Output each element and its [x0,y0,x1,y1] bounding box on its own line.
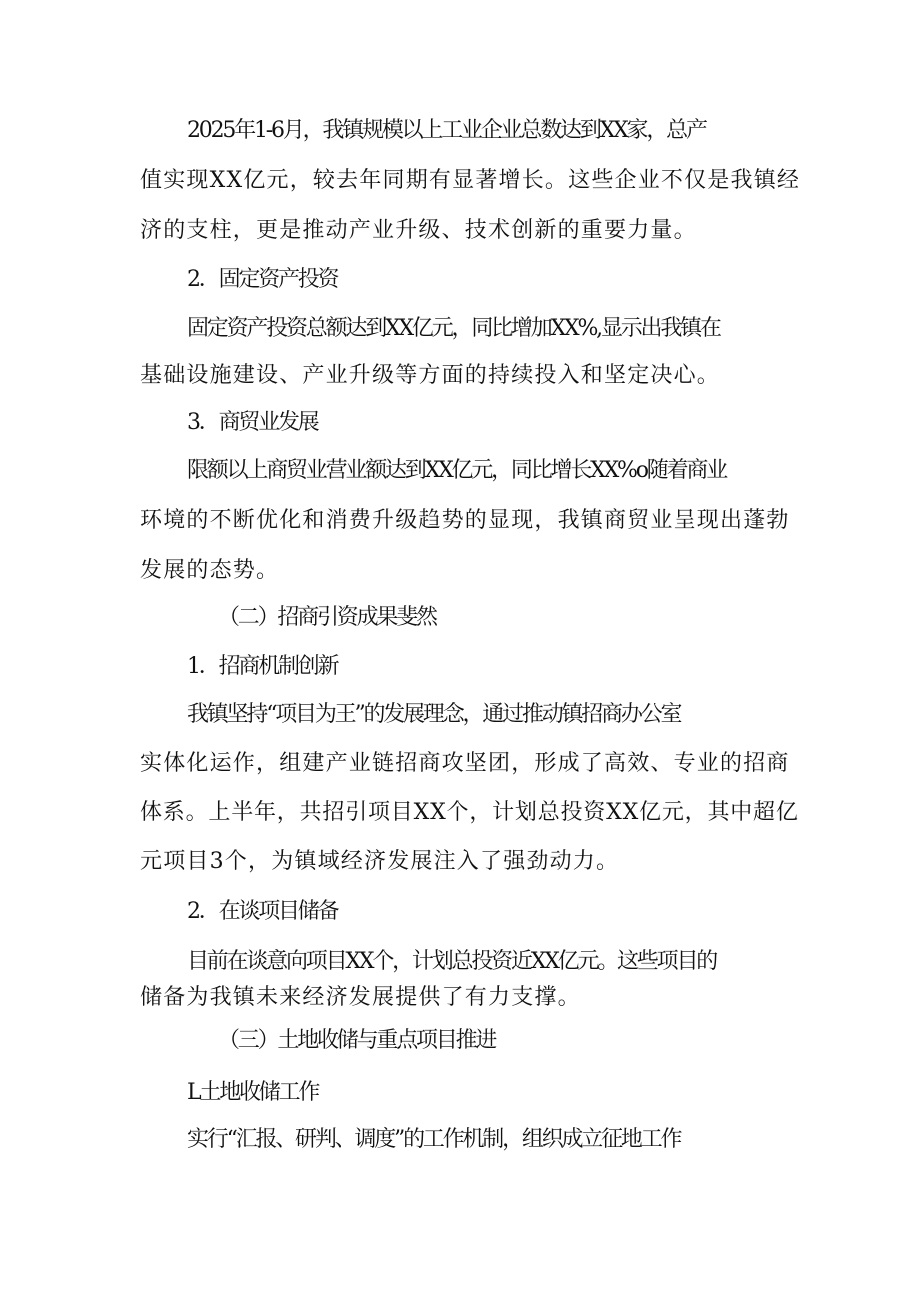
chapter-heading: （三）土地收储与重点项目推进 [218,1028,496,1053]
text-line: 储备为我镇未来经济发展提供了有力支撑。 [140,985,581,1010]
text-line: 固定资产投资总额达到XX亿元，同比增加XX%,显示出我镇在 [187,316,720,341]
text-line: 2025年1-6月，我镇规模以上工业企业总数达到XX家，总产 [187,118,706,143]
chapter-heading: （二）招商引资成果斐然 [218,605,436,630]
text-line: 环境的不断优化和消费升级趋势的显现，我镇商贸业呈现出蓬勃 [140,508,790,533]
text-line: 值实现XX亿元，较去年同期有显著增长。这些企业不仅是我镇经 [140,168,801,193]
text-line: 基础设施建设、产业升级等方面的持续投入和坚定决心。 [140,363,721,388]
section-heading: 2．固定资产投资 [187,267,338,292]
text-line: 发展的态势。 [140,558,280,583]
text-line: 济的支柱，更是推动产业升级、技术创新的重要力量。 [140,218,697,243]
section-heading: 1．招商机制创新 [187,654,338,679]
section-heading: 2．在谈项目储备 [187,899,338,924]
text-line: 实体化运作，组建产业链招商攻坚团，形成了高效、专业的招商 [140,751,790,776]
text-line: 我镇坚持“项目为王”的发展理念，通过推动镇招商办公室 [187,702,681,727]
text-line: 体系。上半年，共招引项目XX个，计划总投资XX亿元，其中超亿 [140,800,799,825]
text-line: 实行“汇报、研判、调度”的工作机制，组织成立征地工作 [187,1127,681,1152]
text-line: 目前在谈意向项目XX个，计划总投资近XX亿元。这些项目的 [187,949,717,974]
text-line: 元项目3个，为镇域经济发展注入了强劲动力。 [140,849,620,874]
text-line: 限额以上商贸业营业额达到XX亿元，同比增长XX%o随着商业 [187,458,726,483]
section-heading: L土地收储工作 [187,1080,319,1105]
section-heading: 3．商贸业发展 [187,410,318,435]
